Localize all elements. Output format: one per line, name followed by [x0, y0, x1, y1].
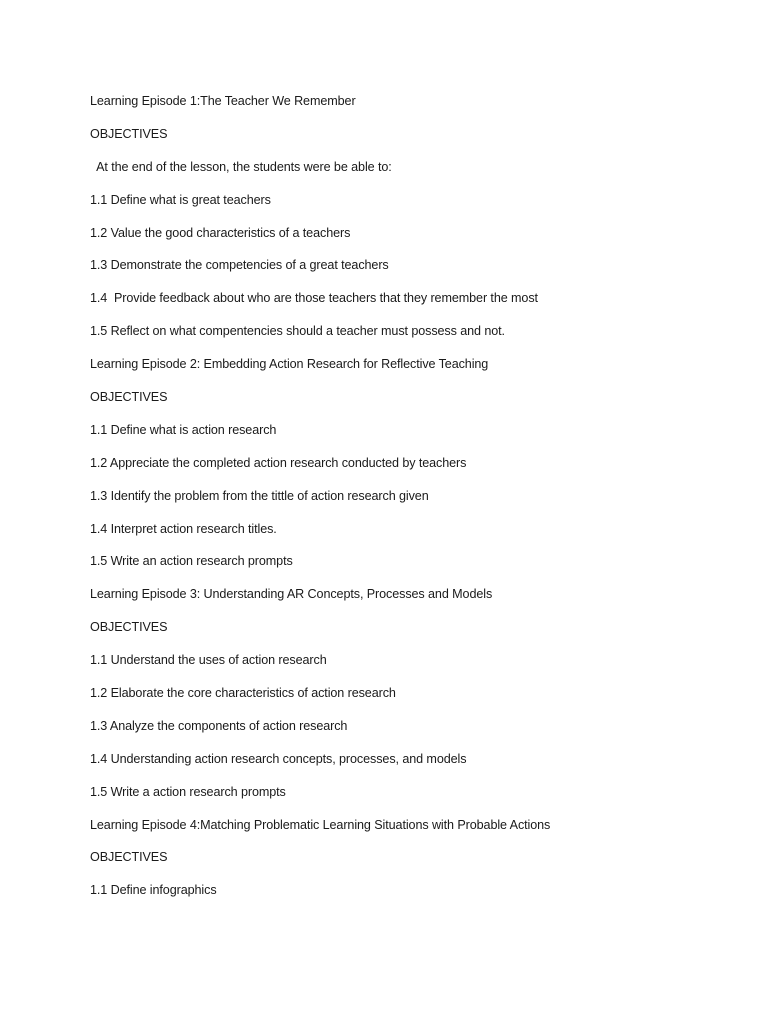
objective-item: 1.2 Elaborate the core characteristics of action research: [90, 686, 396, 701]
objective-item: 1.5 Reflect on what compentencies should a teacher must possess and not.: [90, 324, 505, 339]
objective-item: 1.3 Demonstrate the competencies of a great teachers: [90, 258, 389, 273]
objective-item: 1.3 Identify the problem from the tittle of action research given: [90, 488, 429, 503]
objectives-heading: OBJECTIVES: [90, 620, 168, 635]
intro-statement: At the end of the lesson, the students were be able to:: [90, 159, 392, 174]
objective-item: 1.1 Define what is great teachers: [90, 192, 271, 207]
episode-4-heading: Learning Episode 4:Matching Problematic Learning Situations with Probable Actions: [90, 817, 551, 832]
objective-item: 1.1 Define what is action research: [90, 422, 277, 437]
objectives-heading: OBJECTIVES: [90, 126, 168, 141]
objectives-heading: OBJECTIVES: [90, 850, 168, 865]
objective-item: 1.2 Value the good characteristics of a teachers: [90, 225, 351, 240]
episode-3-heading: Learning Episode 3: Understanding AR Concepts, Processes and Models: [90, 587, 493, 602]
objective-item: 1.5 Write an action research prompts: [90, 554, 293, 569]
document-body: [90, 93, 730, 915]
objective-item: 1.5 Write a action research prompts: [90, 784, 286, 799]
objective-item: 1.1 Understand the uses of action research: [90, 653, 327, 668]
objective-item: 1.2 Appreciate the completed action research conducted by teachers: [90, 455, 467, 470]
episode-1-heading: Learning Episode 1:The Teacher We Remember: [90, 94, 356, 108]
episode-2-heading: Learning Episode 2: Embedding Action Research for Reflective Teaching: [90, 357, 489, 372]
objective-item: 1.3 Analyze the components of action research: [90, 718, 348, 733]
objective-item: 1.4 Interpret action research titles.: [90, 521, 277, 536]
objective-item: 1.4 Provide feedback about who are those teachers that they remember the most: [90, 291, 538, 306]
objective-item: 1.4 Understanding action research concepts, processes, and models: [90, 751, 467, 766]
objective-item: 1.1 Define infographics: [90, 883, 217, 898]
objectives-heading: OBJECTIVES: [90, 390, 168, 405]
